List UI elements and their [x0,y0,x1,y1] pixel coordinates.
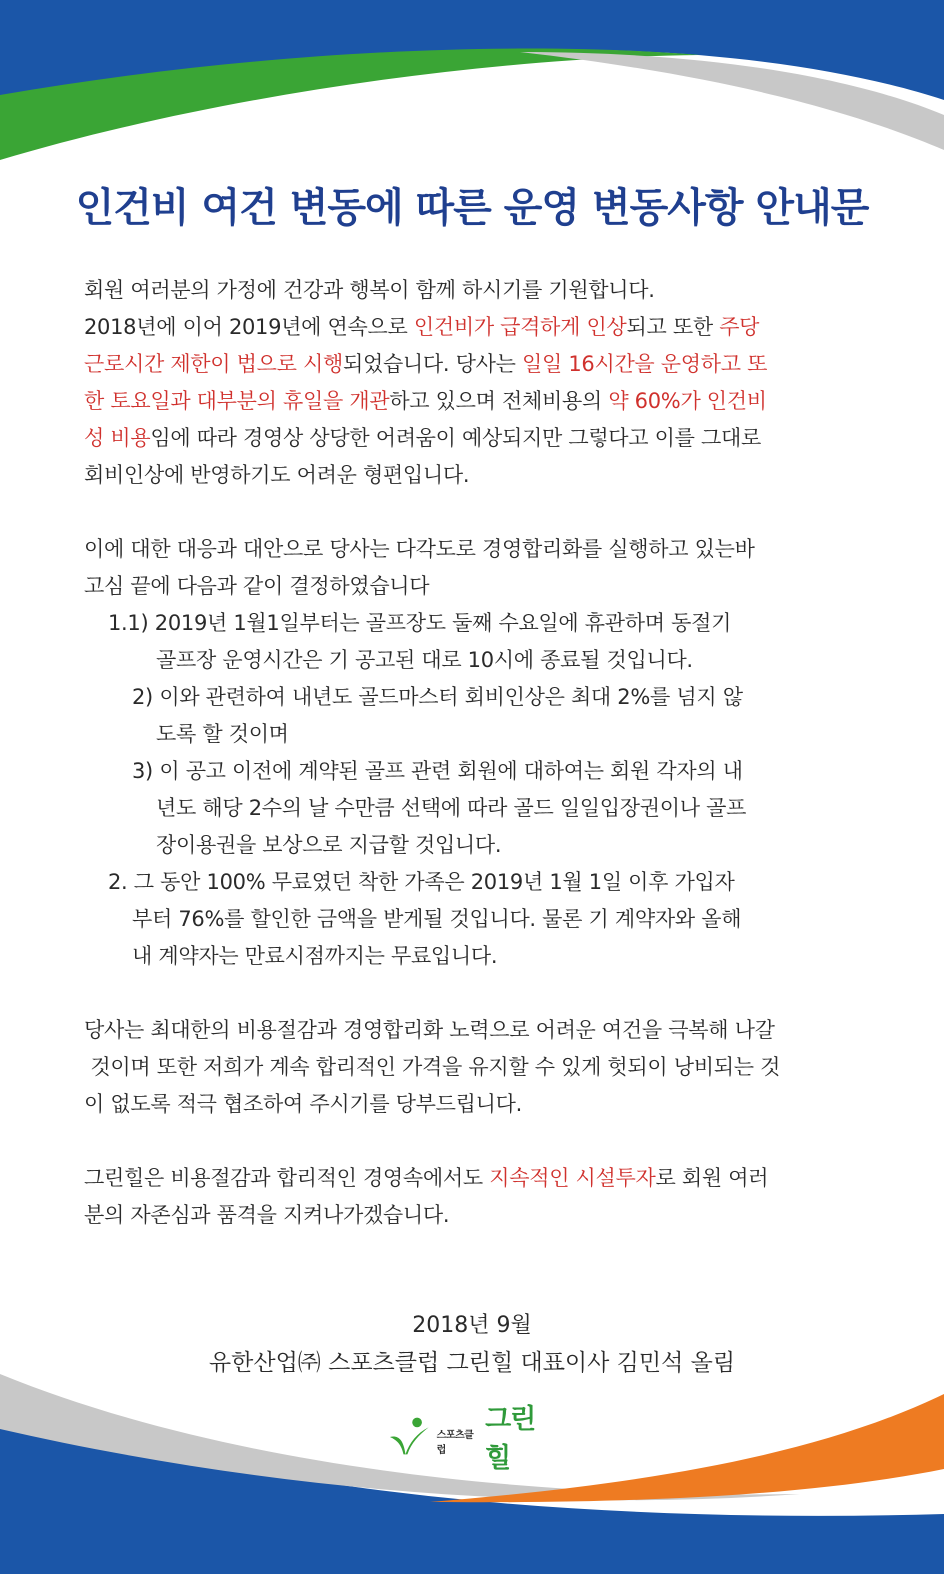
signature-date: 2018년 9월 [412,1313,532,1338]
text: 임에 따라 경영상 상당한 어려움이 예상되지만 그렇다고 이를 그대로 [150,426,761,450]
decision-line: 이에 대한 대응과 대안으로 당사는 다각도로 경영합리화를 실행하고 있는바 [84,537,755,561]
intro-line [84,457,874,494]
top-decoration [0,0,944,200]
signature-org: 유한산업㈜ 스포츠클럽 그린힐 대표이사 김민석 올림 [208,1350,736,1376]
text: 2018년에 이어 2019년에 연속으로 [84,315,414,339]
intro-line [84,383,874,420]
logo-sub-text: 스포츠클럽 [436,1430,474,1456]
list-item-cont: 장이용권을 보상으로 지급할 것입니다. [156,833,502,857]
intro-line [84,309,874,346]
highlight-text: 성 비용 [84,426,151,450]
intro-line [84,420,874,457]
list-item-cont: 내 계약자는 만료시점까지는 무료입니다. [132,944,498,968]
highlight-text: 근로시간 제한이 법으로 시행 [84,352,343,376]
highlight-text: 인건비가 급격하게 인상 [413,315,627,339]
text: 하고 있으며 전체비용의 [389,389,609,413]
text: 되었습니다. 당사는 [342,352,522,376]
list-item-cont: 골프장 운영시간은 기 공고된 대로 10시에 종료될 것입니다. [156,648,693,672]
intro-line [84,346,874,383]
text: 되고 또한 [626,315,720,339]
text: 로 회원 여러 [655,1166,769,1190]
spacer [84,1123,874,1160]
golfer-icon [388,1415,431,1457]
highlight-text: 한 토요일과 대부분의 휴일을 개관 [84,389,390,413]
closing-line: 것이며 또한 저희가 계속 합리적인 가격을 유지할 수 있게 헛되이 낭비되는 것 [84,1055,781,1079]
closing-line: 당사는 최대한의 비용절감과 경영합리화 노력으로 어려운 여건을 극복해 나갈 [84,1018,775,1042]
highlight-text: 지속적인 시설투자 [489,1166,656,1190]
list-item: 2. 그 동안 100% 무료였던 착한 가족은 2019년 1월 1일 이후 가입자 [108,870,735,894]
highlight-text: 일일 16시간을 운영하고 또 [521,352,768,376]
brand-logo [388,1404,558,1474]
closing-line: 이 없도록 적극 협조하여 주시기를 당부드립니다. [84,1092,522,1116]
decision-line: 고심 끝에 다음과 같이 결정하였습니다 [84,574,430,598]
final-line: 분의 자존심과 품격을 지켜나가겠습니다. [84,1203,450,1227]
spacer [84,494,874,531]
intro-line [84,272,874,309]
text: 그린힐은 비용절감과 합리적인 경영속에서도 [84,1166,490,1190]
text: 회원 여러분의 가정에 건강과 행복이 함께 하시기를 기원합니다. [84,278,655,302]
final-line [84,1160,874,1197]
bottom-decoration [0,1374,944,1574]
notice-body [84,272,874,1234]
highlight-text: 약 60%가 인건비 [608,389,767,413]
list-item-cont: 도록 할 것이며 [156,722,289,746]
list-item: 1.1) 2019년 1월1일부터는 골프장도 둘째 수요일에 휴관하며 동절기 [108,611,732,635]
list-item: 3) 이 공고 이전에 계약된 골프 관련 회원에 대하여는 회원 각자의 내 [132,759,743,783]
highlight-text: 주당 [719,315,760,339]
list-item-cont: 부터 76%를 할인한 금액을 받게될 것입니다. 물론 기 계약자와 올해 [132,907,742,931]
list-item-cont: 년도 해당 2수의 날 수만큼 선택에 따라 골드 일일입장권이나 골프 [156,796,747,820]
logo-main-text: 그린힐 [485,1404,536,1474]
list-item: 2) 이와 관련하여 내년도 골드마스터 회비인상은 최대 2%를 넘지 않 [132,685,743,709]
spacer [84,975,874,1012]
text: 회비인상에 반영하기도 어려운 형편입니다. [84,463,470,487]
page-title: 인건비 여건 변동에 따른 운영 변동사항 안내문 [75,185,869,231]
